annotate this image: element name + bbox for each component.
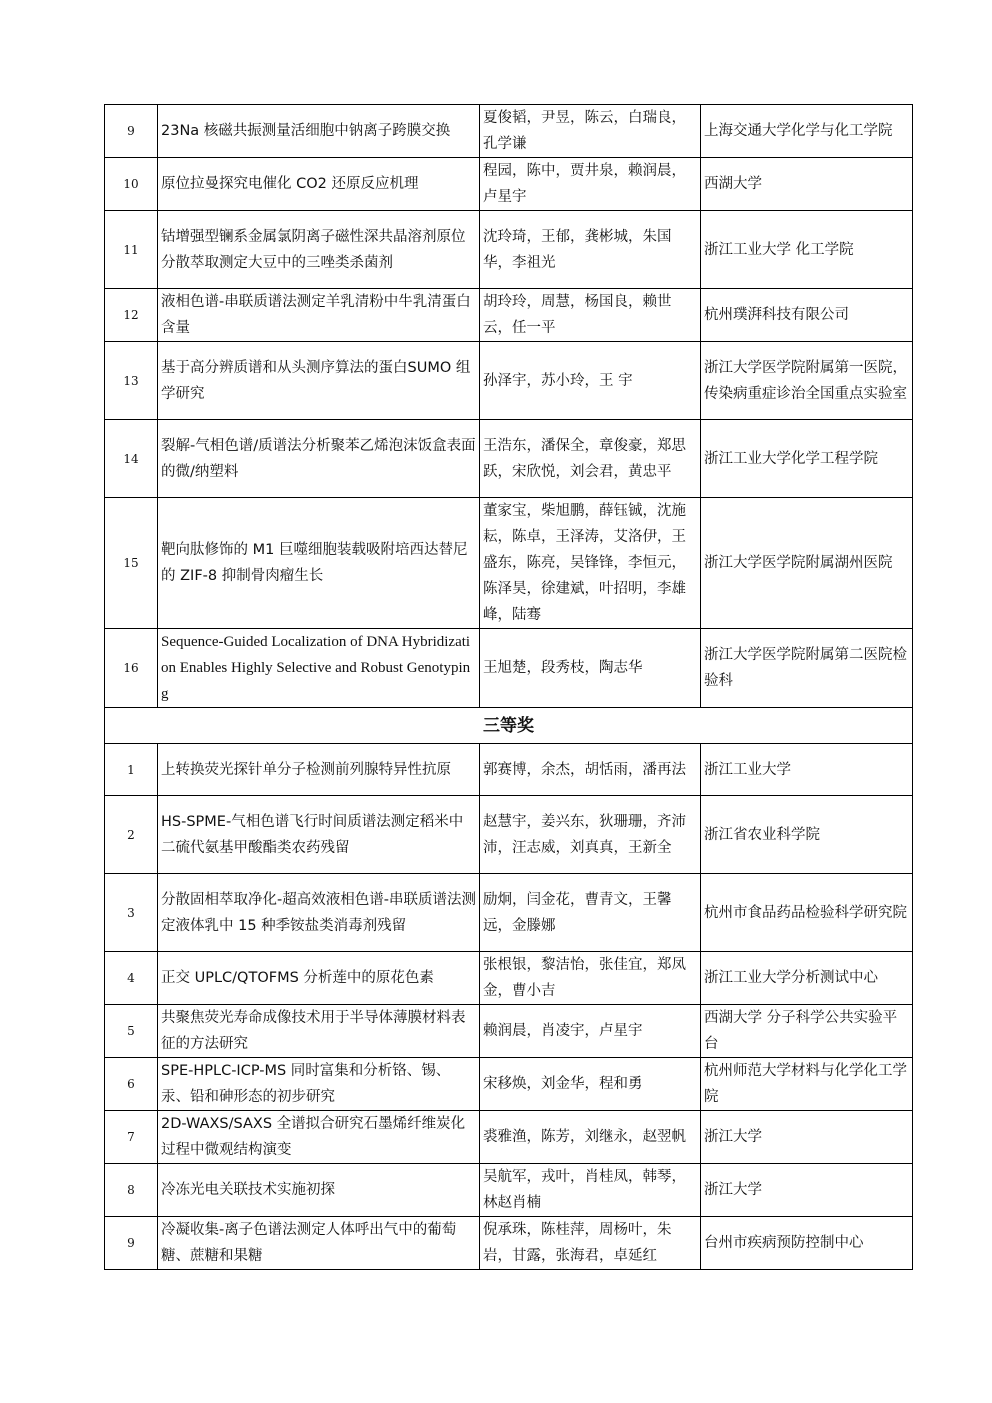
authors: 郭赛博，余杰，胡恬雨，潘再法: [480, 744, 701, 796]
row-number: 13: [105, 342, 158, 420]
project-title: SPE-HPLC-ICP-MS 同时富集和分析铬、锡、汞、铅和砷形态的初步研究: [158, 1058, 480, 1111]
authors: 宋移焕，刘金华，程和勇: [480, 1058, 701, 1111]
table-row: [105, 1164, 913, 1217]
table-row: [105, 342, 913, 420]
row-number: 5: [105, 1005, 158, 1058]
project-title: 共聚焦荧光寿命成像技术用于半导体薄膜材料表征的方法研究: [158, 1005, 480, 1058]
authors: 王旭楚，段秀枝，陶志华: [480, 629, 701, 708]
authors: 王浩东，潘保全，章俊豪，郑思跃，宋欣悦，刘会君，黄忠平: [480, 420, 701, 498]
row-number: 4: [105, 952, 158, 1005]
project-title: 分散固相萃取净化-超高效液相色谱-串联质谱法测定液体乳中 15 种季铵盐类消毒剂残留: [158, 874, 480, 952]
table-row: [105, 1058, 913, 1111]
row-number: 8: [105, 1164, 158, 1217]
organization: 杭州市食品药品检验科学研究院: [701, 874, 913, 952]
authors: 程园，陈中，贾井泉，赖润晨，卢星宇: [480, 158, 701, 211]
organization: 浙江省农业科学院: [701, 796, 913, 874]
authors: 裘雅渔，陈芳，刘继永，赵翌帆: [480, 1111, 701, 1164]
table-row: [105, 796, 913, 874]
project-title: 基于高分辨质谱和从头测序算法的蛋白SUMO 组学研究: [158, 342, 480, 420]
project-title: 上转换荧光探针单分子检测前列腺特异性抗原: [158, 744, 480, 796]
row-number: 12: [105, 289, 158, 342]
table-row: [105, 1111, 913, 1164]
organization: 浙江大学医学院附属第二医院检验科: [701, 629, 913, 708]
organization: 上海交通大学化学与化工学院: [701, 105, 913, 158]
authors: 赖润晨，肖凌宇，卢星宇: [480, 1005, 701, 1058]
organization: 台州市疾病预防控制中心: [701, 1217, 913, 1270]
table-row: [105, 952, 913, 1005]
table-row: [105, 874, 913, 952]
section-heading: 三等奖: [105, 708, 913, 744]
project-title: 23Na 核磁共振测量活细胞中钠离子跨膜交换: [158, 105, 480, 158]
authors: 吴航军，戎叶，肖桂凤，韩琴，林赵肖楠: [480, 1164, 701, 1217]
project-title: 钴增强型镧系金属氯阴离子磁性深共晶溶剂原位分散萃取测定大豆中的三唑类杀菌剂: [158, 211, 480, 289]
table-row: [105, 1005, 913, 1058]
organization: 浙江大学: [701, 1164, 913, 1217]
table-row: [105, 1217, 913, 1270]
project-title: 冷冻光电关联技术实施初探: [158, 1164, 480, 1217]
project-title: 裂解-气相色谱/质谱法分析聚苯乙烯泡沫饭盒表面的微/纳塑料: [158, 420, 480, 498]
row-number: 16: [105, 629, 158, 708]
project-title: 液相色谱-串联质谱法测定羊乳清粉中牛乳清蛋白含量: [158, 289, 480, 342]
authors: 励炯，闫金花，曹青文，王馨远，金滕娜: [480, 874, 701, 952]
table-row: [105, 498, 913, 629]
organization: 西湖大学: [701, 158, 913, 211]
authors: 赵慧宇，姜兴东，狄珊珊，齐沛沛，汪志威，刘真真，王新全: [480, 796, 701, 874]
table-row: [105, 211, 913, 289]
organization: 浙江工业大学: [701, 744, 913, 796]
project-title: 靶向肽修饰的 M1 巨噬细胞装载吸附培西达替尼的 ZIF-8 抑制骨肉瘤生长: [158, 498, 480, 629]
project-title: 2D-WAXS/SAXS 全谱拟合研究石墨烯纤维炭化过程中微观结构演变: [158, 1111, 480, 1164]
row-number: 11: [105, 211, 158, 289]
award-table: [104, 104, 913, 1270]
organization: 浙江大学: [701, 1111, 913, 1164]
row-number: 7: [105, 1111, 158, 1164]
organization: 杭州璞湃科技有限公司: [701, 289, 913, 342]
table-row: [105, 158, 913, 211]
organization: 杭州师范大学材料与化学化工学院: [701, 1058, 913, 1111]
row-number: 14: [105, 420, 158, 498]
row-number: 10: [105, 158, 158, 211]
project-title: 冷凝收集-离子色谱法测定人体呼出气中的葡萄糖、蔗糖和果糖: [158, 1217, 480, 1270]
authors: 张根银，黎洁怡，张佳宜，郑凤金，曹小吉: [480, 952, 701, 1005]
authors: 沈玲琦，王郁，龚彬城，朱国华，李祖光: [480, 211, 701, 289]
row-number: 15: [105, 498, 158, 629]
row-number: 9: [105, 105, 158, 158]
project-title: HS-SPME-气相色谱飞行时间质谱法测定稻米中二硫代氨基甲酸酯类农药残留: [158, 796, 480, 874]
section-heading-row: [105, 708, 913, 744]
row-number: 9: [105, 1217, 158, 1270]
row-number: 3: [105, 874, 158, 952]
table-row: [105, 629, 913, 708]
project-title: Sequence-Guided Localization of DNA Hybridization Enables Highly Selective and Robust Genotyping: [158, 629, 480, 708]
organization: 浙江大学医学院附属第一医院，传染病重症诊治全国重点实验室: [701, 342, 913, 420]
authors: 夏俊韬，尹昱，陈云，白瑞良，孔学谦: [480, 105, 701, 158]
organization: 浙江工业大学分析测试中心: [701, 952, 913, 1005]
authors: 胡玲玲，周慧，杨国良，赖世云，任一平: [480, 289, 701, 342]
organization: 浙江工业大学化学工程学院: [701, 420, 913, 498]
project-title: 正交 UPLC/QTOFMS 分析莲中的原花色素: [158, 952, 480, 1005]
organization: 浙江工业大学 化工学院: [701, 211, 913, 289]
organization: 浙江大学医学院附属湖州医院: [701, 498, 913, 629]
row-number: 6: [105, 1058, 158, 1111]
table-row: [105, 289, 913, 342]
table-row: [105, 105, 913, 158]
row-number: 1: [105, 744, 158, 796]
organization: 西湖大学 分子科学公共实验平台: [701, 1005, 913, 1058]
project-title: 原位拉曼探究电催化 CO2 还原反应机理: [158, 158, 480, 211]
row-number: 2: [105, 796, 158, 874]
authors: 倪承珠，陈桂萍，周杨叶，朱岩，甘露，张海君，卓延红: [480, 1217, 701, 1270]
authors: 董家宝，柴旭鹏，薛钰铖，沈施耘，陈卓，王泽涛，艾洛伊，王盛东，陈亮，吴锋锋，李恒元，陈泽昊，徐建斌，叶招明，李雄峰，陆骞: [480, 498, 701, 629]
table-row: [105, 420, 913, 498]
table-row: [105, 744, 913, 796]
authors: 孙泽宇，苏小玲，王 宇: [480, 342, 701, 420]
